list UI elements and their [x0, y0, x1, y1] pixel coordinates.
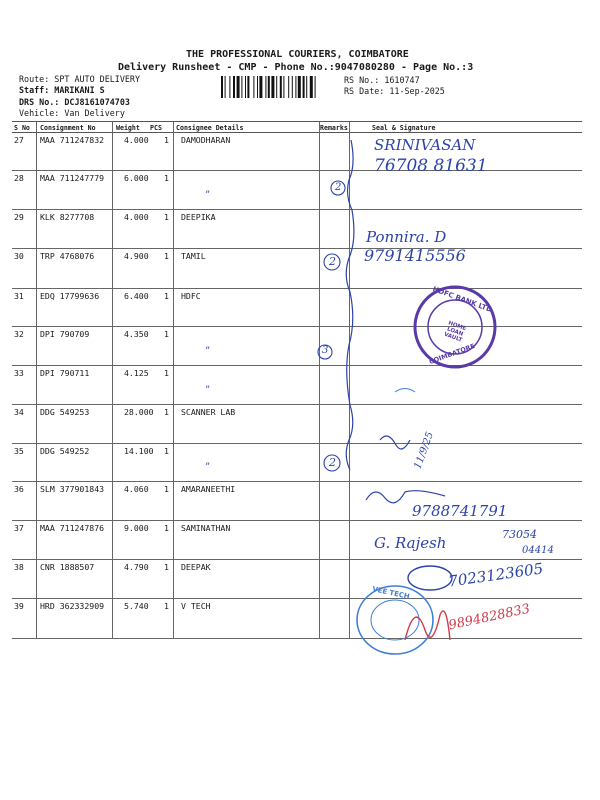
- row-consignee: AMARANEETHI: [181, 484, 236, 494]
- row-sno: 37: [14, 523, 24, 533]
- col-consignment: Consignment No: [40, 124, 96, 132]
- hw-phone-5: 9894828833: [447, 601, 532, 634]
- col-sno: S No: [14, 124, 30, 132]
- remarks-bracket: [346, 140, 354, 470]
- hdfc-stamp-top: HDFC BANK LTD.: [431, 285, 496, 315]
- row-consignee: DAMODHARAN: [181, 135, 231, 145]
- hw-name-2: Ponnira. D: [366, 228, 447, 246]
- row-weight: 4.000: [124, 135, 149, 145]
- row-pcs: 1: [164, 523, 169, 533]
- ditto-mark: ”: [205, 385, 211, 396]
- row-weight: 4.900: [124, 251, 149, 261]
- row-pcs: 1: [164, 601, 169, 611]
- remark-number: 2: [335, 182, 342, 193]
- hw-phone-1: 76708 81631: [374, 156, 488, 176]
- row-weight: 9.000: [124, 523, 149, 533]
- signature-squiggle: [380, 436, 410, 449]
- row-consignment-no: DDG 549253: [40, 407, 90, 417]
- hw-num-1: 73054: [502, 528, 537, 541]
- ditto-mark: ”: [205, 346, 211, 357]
- row-consignment-no: MAA 711247876: [40, 523, 105, 533]
- vehicle-label: Vehicle: Van Delivery: [19, 108, 125, 118]
- col-weight: Weight: [116, 124, 140, 132]
- row-consignment-no: MAA 711247832: [40, 135, 105, 145]
- row-consignment-no: DDG 549252: [40, 446, 90, 456]
- row-consignee: HDFC: [181, 291, 201, 301]
- row-consignment-no: TRP 4768076: [40, 251, 95, 261]
- vtech-stamp: [357, 566, 452, 654]
- row-sno: 27: [14, 135, 24, 145]
- row-consignee: DEEPAK: [181, 562, 211, 572]
- row-consignment-no: SLM 377901843: [40, 484, 105, 494]
- row-weight: 5.740: [124, 601, 149, 611]
- row-pcs: 1: [164, 484, 169, 494]
- row-pcs: 1: [164, 329, 169, 339]
- row-sno: 29: [14, 212, 24, 222]
- row-consignee: SAMINATHAN: [181, 523, 231, 533]
- row-weight: 4.000: [124, 212, 149, 222]
- red-signature: [405, 611, 450, 640]
- row-consignment-no: MAA 711247779: [40, 173, 105, 183]
- hdfc-stamp-bottom: COIMBATORE: [428, 342, 476, 366]
- row-sno: 28: [14, 173, 24, 183]
- row-consignee: TAMIL: [181, 251, 206, 261]
- drs-label: DRS No.: DCJ8161074703: [19, 97, 130, 107]
- ditto-mark: ”: [205, 462, 211, 473]
- staff-label: Staff: MARIKANI S: [19, 85, 105, 95]
- row-consignee: DEEPIKA: [181, 212, 216, 222]
- col-seal: Seal & Signature: [372, 124, 436, 132]
- row-weight: 6.000: [124, 173, 149, 183]
- rs-no-label: RS No.: 1610747: [344, 75, 420, 85]
- row-consignment-no: KLK 8277708: [40, 212, 95, 222]
- row-pcs: 1: [164, 562, 169, 572]
- col-consignee: Consignee Details: [176, 124, 244, 132]
- row-pcs: 1: [164, 173, 169, 183]
- col-pcs: PCS: [150, 124, 162, 132]
- row-pcs: 1: [164, 251, 169, 261]
- row-weight: 6.400: [124, 291, 149, 301]
- row-consignment-no: DPI 790711: [40, 368, 90, 378]
- row-pcs: 1: [164, 407, 169, 417]
- row-weight: 4.060: [124, 484, 149, 494]
- row-consignee: V TECH: [181, 601, 211, 611]
- row-consignment-no: HRD 362332909: [40, 601, 105, 611]
- hw-phone-3: 9788741791: [412, 502, 508, 520]
- row-consignment-no: EDQ 17799636: [40, 291, 100, 301]
- remark-number: 3: [322, 345, 329, 356]
- row-sno: 30: [14, 251, 24, 261]
- signature-squiggle: [395, 389, 415, 393]
- row-weight: 28.000: [124, 407, 154, 417]
- hdfc-stamp-center: HOME LOAN VAULT: [443, 320, 467, 344]
- row-sno: 38: [14, 562, 24, 572]
- row-consignment-no: CNR 1888507: [40, 562, 95, 572]
- row-sno: 34: [14, 407, 24, 417]
- row-weight: 4.350: [124, 329, 149, 339]
- hw-name-1: SRINIVASAN: [374, 136, 476, 154]
- row-pcs: 1: [164, 135, 169, 145]
- vtech-stamp-text: VEE TECH: [371, 585, 411, 601]
- row-sno: 33: [14, 368, 24, 378]
- row-pcs: 1: [164, 212, 169, 222]
- rs-date-label: RS Date: 11-Sep-2025: [344, 86, 445, 96]
- col-remarks: Remarks: [320, 124, 348, 132]
- row-consignee: SCANNER LAB: [181, 407, 236, 417]
- remark-number: 2: [329, 456, 336, 469]
- row-sno: 31: [14, 291, 24, 301]
- signature-squiggle: [366, 491, 445, 503]
- row-weight: 14.100: [124, 446, 154, 456]
- company-title: THE PROFESSIONAL COURIERS, COIMBATORE: [186, 49, 409, 60]
- row-pcs: 1: [164, 368, 169, 378]
- row-sno: 36: [14, 484, 24, 494]
- hw-name-3: G. Rajesh: [374, 534, 447, 552]
- row-consignment-no: DPI 790709: [40, 329, 90, 339]
- row-weight: 4.790: [124, 562, 149, 572]
- row-pcs: 1: [164, 291, 169, 301]
- runsheet-title: Delivery Runsheet - CMP - Phone No.:9047080280 - Page No.:3: [118, 62, 474, 73]
- remark-number: 2: [329, 255, 336, 268]
- row-sno: 32: [14, 329, 24, 339]
- hw-num-2: 04414: [522, 545, 554, 556]
- hw-phone-2: 9791415556: [364, 246, 466, 265]
- ditto-mark: ”: [205, 190, 211, 201]
- row-sno: 35: [14, 446, 24, 456]
- hw-phone-4: 7023123605: [447, 559, 545, 591]
- row-sno: 39: [14, 601, 24, 611]
- row-weight: 4.125: [124, 368, 149, 378]
- hw-date: 11/9/25: [412, 430, 437, 471]
- row-pcs: 1: [164, 446, 169, 456]
- route-label: Route: SPT AUTO DELIVERY: [19, 74, 141, 84]
